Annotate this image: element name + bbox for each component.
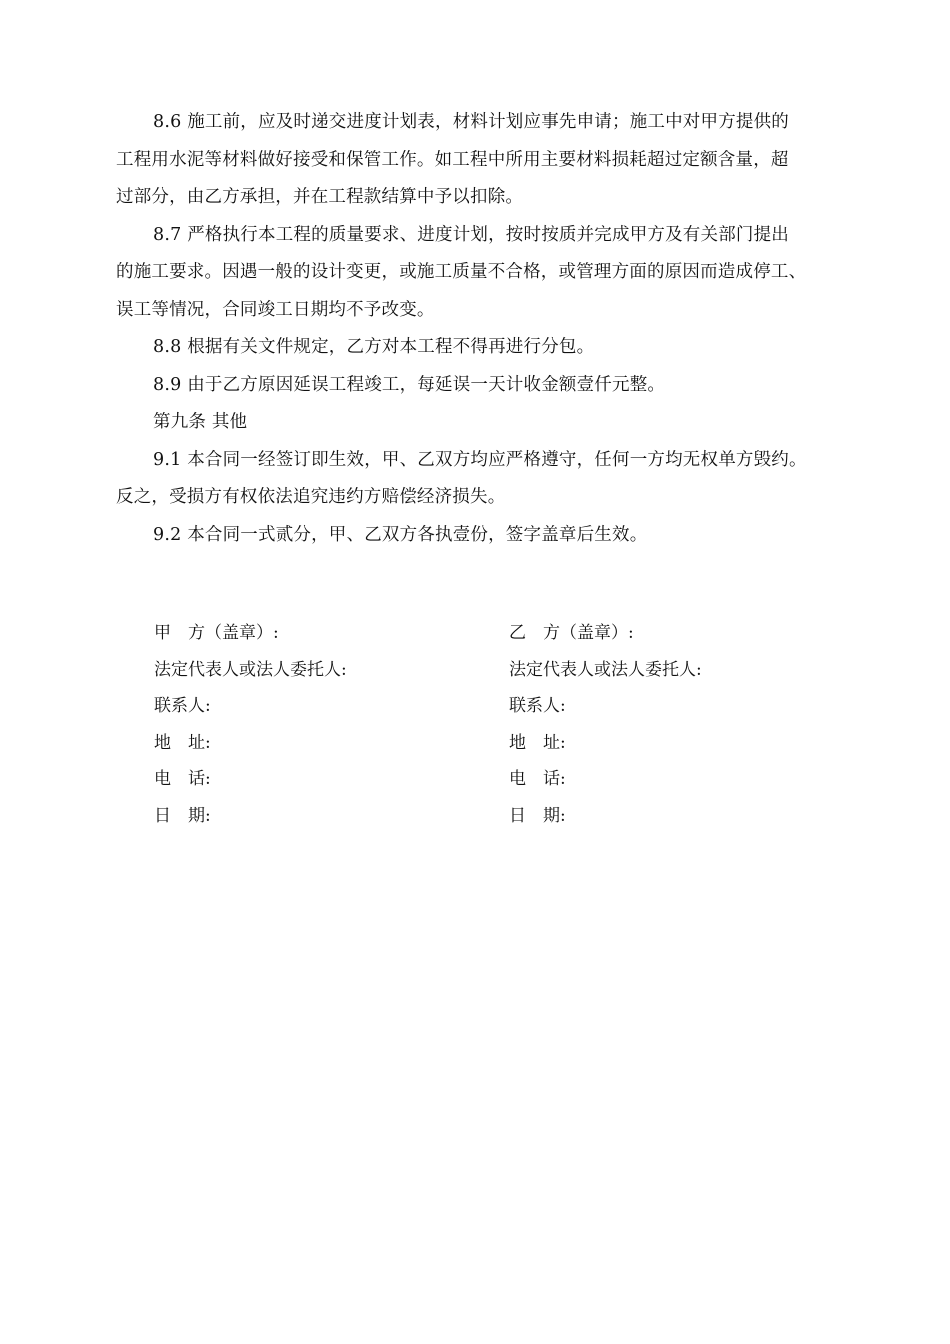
party-b-label: 乙 方（盖章）: [509,623,634,643]
party-a-contact-label: 联系人: [154,696,211,716]
signature-row-party [154,615,794,652]
article-9-heading [116,404,858,442]
clause-line: 过部分，由乙方承担，并在工程款结算中予以扣除。 [116,187,524,207]
clause-8-6 [116,104,858,217]
clause-9-1 [116,442,858,517]
party-a-address-label: 地 址: [154,732,211,753]
party-a-phone-label: 电 话: [154,769,211,789]
clause-line: 9.2 本合同一式贰分，甲、乙双方各执壹份，签字盖章后生效。 [153,524,648,545]
signature-row-address [154,725,794,762]
party-b-date-label: 日 期: [509,805,566,826]
party-a-date-label: 日 期: [154,805,211,826]
party-a-label: 甲 方（盖章）: [154,623,279,643]
clause-line: 反之，受损方有权依法追究违约方赔偿经济损失。 [116,487,506,507]
signature-row-representative [154,652,794,689]
party-b-address-label: 地 址: [509,732,566,753]
clause-8-9 [116,367,858,405]
clause-8-7 [116,217,858,330]
party-a-representative-label: 法定代表人或法人委托人: [154,659,347,680]
signature-row-contact [154,688,794,725]
signature-row-phone [154,761,794,798]
clause-line: 工程用水泥等材料做好接受和保管工作。如工程中所用主要材料损耗超过定额含量，超 [116,149,789,170]
article-heading: 第九条 其他 [153,412,248,432]
party-b-representative-label: 法定代表人或法人委托人: [509,659,702,680]
contract-body [116,104,858,554]
clause-line: 的施工要求。因遇一般的设计变更，或施工质量不合格，或管理方面的原因而造成停工、 [116,262,807,282]
signature-block [154,615,794,834]
clause-line: 误工等情况，合同竣工日期均不予改变。 [116,299,435,320]
clause-line: 8.8 根据有关文件规定，乙方对本工程不得再进行分包。 [153,337,595,357]
clause-line: 9.1 本合同一经签订即生效，甲、乙双方均应严格遵守，任何一方均无权单方毁约。 [153,449,807,470]
party-b-phone-label: 电 话: [509,769,566,789]
signature-row-date [154,798,794,835]
clause-9-2 [116,517,858,555]
clause-line: 8.7 严格执行本工程的质量要求、进度计划，按时按质并完成甲方及有关部门提出 [153,224,789,245]
clause-line: 8.6 施工前，应及时递交进度计划表，材料计划应事先申请；施工中对甲方提供的 [153,112,789,132]
party-b-contact-label: 联系人: [509,696,566,716]
clause-8-8 [116,329,858,367]
clause-line: 8.9 由于乙方原因延误工程竣工，每延误一天计收金额壹仟元整。 [153,374,666,395]
